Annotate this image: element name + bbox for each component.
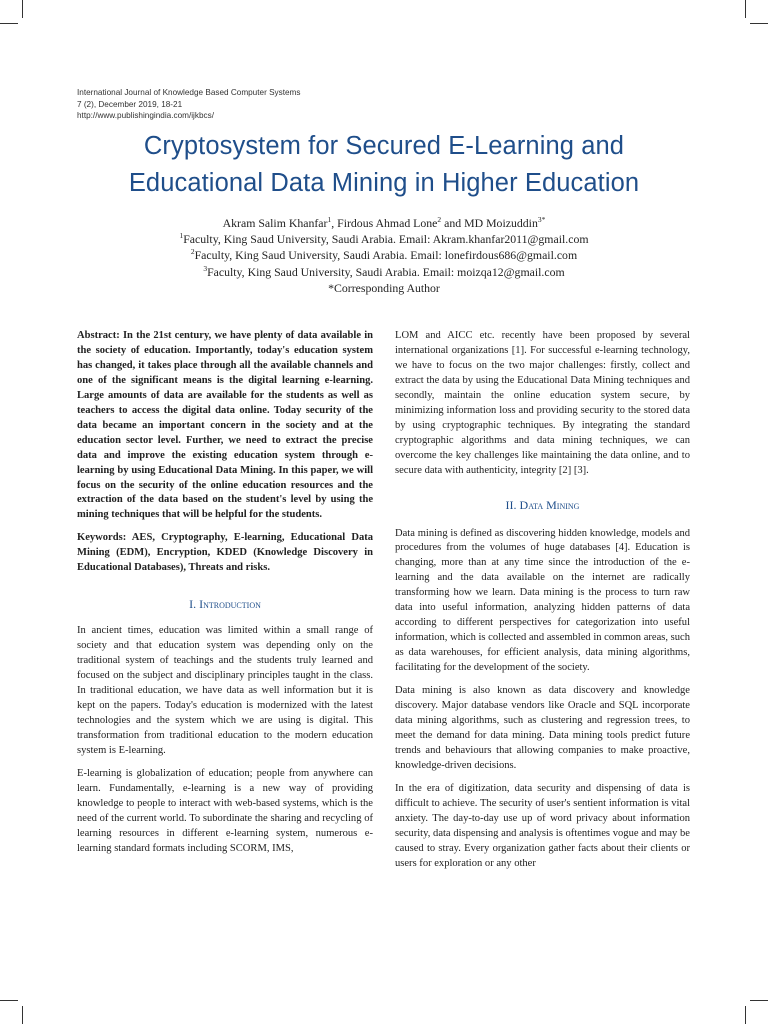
crop-mark	[750, 23, 768, 24]
journal-url[interactable]: http://www.publishingindia.com/ijkbcs/	[77, 111, 214, 120]
section-heading-introduction: I. Introduction	[189, 597, 261, 612]
author-name: Akram Salim Khanfar	[222, 216, 328, 230]
corresponding-author-note: *Corresponding Author	[328, 280, 440, 295]
affiliation-text: Faculty, King Saud University, Saudi Arabia. Email: moizqa12@gmail.com	[207, 264, 565, 279]
paper-title	[0, 128, 768, 202]
author-separator: and	[441, 216, 465, 230]
crop-mark	[750, 1000, 768, 1001]
crop-mark	[745, 0, 746, 18]
left-column	[77, 329, 373, 865]
journal-name: International Journal of Knowledge Based Computer Systems	[77, 88, 301, 97]
paragraph: In the era of digitization, data security and dispensing of data is difficult to achieve. The security of user's sentient information is vital anxiety. The day-to-day use up of word privacy about information security, data dispensing and analysis is oftentimes vogue and may be caused to stray. Every organization gather facts about their clients or users for exploration or any other	[395, 782, 690, 869]
crop-mark	[745, 1006, 746, 1024]
author-affiliation-mark: 1	[327, 215, 332, 225]
crop-mark	[22, 1006, 23, 1024]
affiliation-text: Faculty, King Saud University, Saudi Arabia. Email: lonefirdous686@gmail.com	[194, 248, 578, 263]
author-name: MD Moizuddin	[464, 216, 538, 230]
affiliation-mark: 2	[190, 247, 195, 257]
affiliation-mark: 3	[203, 263, 208, 273]
crop-mark	[0, 23, 18, 24]
affiliation-text: Faculty, King Saud University, Saudi Arabia. Email: Akram.khanfar2011@gmail.com	[183, 232, 589, 247]
paragraph: Data mining is also known as data discovery and knowledge discovery. Major database vendors like Oracle and SQL incorporate data mining algorithms, such as clustering and regression trees, to meet the demand for data mining. Data mining tools predict future trends and behaviours that allowing companies to make proactive, knowledge-driven decisions.	[395, 685, 690, 771]
paragraph: In ancient times, education was limited within a small range of society and that education system was depending only on the traditional system of teachings and the students truly learned and focused on the subject and disciplinary principles taught in the class. In traditional education, we have data as well information but it is kept on the papers. Today's education is modernized with the latest technologies and the system which we are using is digital. This transformation from traditional education to the modern education system is E-learning.	[77, 625, 373, 756]
journal-issue: 7 (2), December 2019, 18-21	[77, 99, 183, 109]
keywords: Keywords: AES, Cryptography, E-learning, Educational Data Mining (EDM), Encryption, KDED (Knowledge Discovery in Educational Databases), Threats and risks.	[77, 532, 373, 574]
author-list	[0, 215, 768, 231]
affiliation-3	[0, 264, 768, 280]
affiliation-mark: 1	[179, 231, 184, 241]
right-column	[395, 329, 690, 880]
title-line-1: Cryptosystem for Secured E-Learning and	[143, 132, 625, 160]
author-block	[0, 215, 768, 296]
crop-mark	[22, 0, 23, 18]
affiliation-2	[0, 247, 768, 263]
crop-mark	[0, 1000, 18, 1001]
abstract: Abstract: In the 21st century, we have plenty of data available in the society of education. Importantly, today's education system has changed, it takes place through all the available channels and one of the significant means is the digital learning e-learning. Large amounts of data are available for the students as well as teachers to access the digital data online. Today security of the data became an important concern in the society and at the education sector level. Further, we need to extract the precise data and improve the existing education system through e-learning by using Educational Data Mining. In this paper, we will focus on the security of the online education resources and the extraction of the data based on the student's level by using the mining techniques that will be helpful for the students.	[77, 330, 373, 521]
section-heading-data-mining: II. Data Mining	[505, 497, 580, 512]
paragraph: E-learning is globalization of education; people from anywhere can learn. Fundamentally, e-learning is a new way of providing knowledge to people to interact with web-based systems, which is the need of the current world. To subordinate the sharing and recycling of learning resources in different e-learning system, numerous e-learning standard formats including SCORM, IMS,	[77, 767, 373, 854]
author-name: Firdous Ahmad Lone	[337, 216, 438, 230]
title-line-2: Educational Data Mining in Higher Education	[128, 169, 640, 197]
author-affiliation-mark: 2	[437, 215, 442, 225]
author-affiliation-mark: 3*	[537, 215, 546, 225]
author-separator: ,	[331, 216, 338, 230]
paragraph: Data mining is defined as discovering hidden knowledge, models and procedures from the volumes of huge databases [4]. Education is changing, more than at any time since the introduction of the e-learning and the data available on the internet are radically transforming how we learn. Data mining is the process to turn raw data into useful information, analyzing hidden patterns of data according to different perspectives for categorization into useful information, which is collected and assembled in common areas, such as data warehouses, for efficient analysis, data mining algorithms, facilitating for the development of the society.	[395, 527, 690, 674]
affiliation-1	[0, 231, 768, 247]
paragraph: LOM and AICC etc. recently have been proposed by several international organizations [1]. For successful e-learning technology, we have to focus on the two major challenges: firstly, collect and extract the data by using the Educational Data Mining techniques and secondly, maintain the online education system secure, by minimizing information loss and providing security to the stored data by using cryptographic techniques. By integrating the standard cryptographic algorithms and data mining techniques, we can overcome the key challenges like maintaining the data online, and to secure data with authenticity, integrity [2] [3].	[395, 330, 690, 476]
journal-header	[77, 87, 300, 122]
